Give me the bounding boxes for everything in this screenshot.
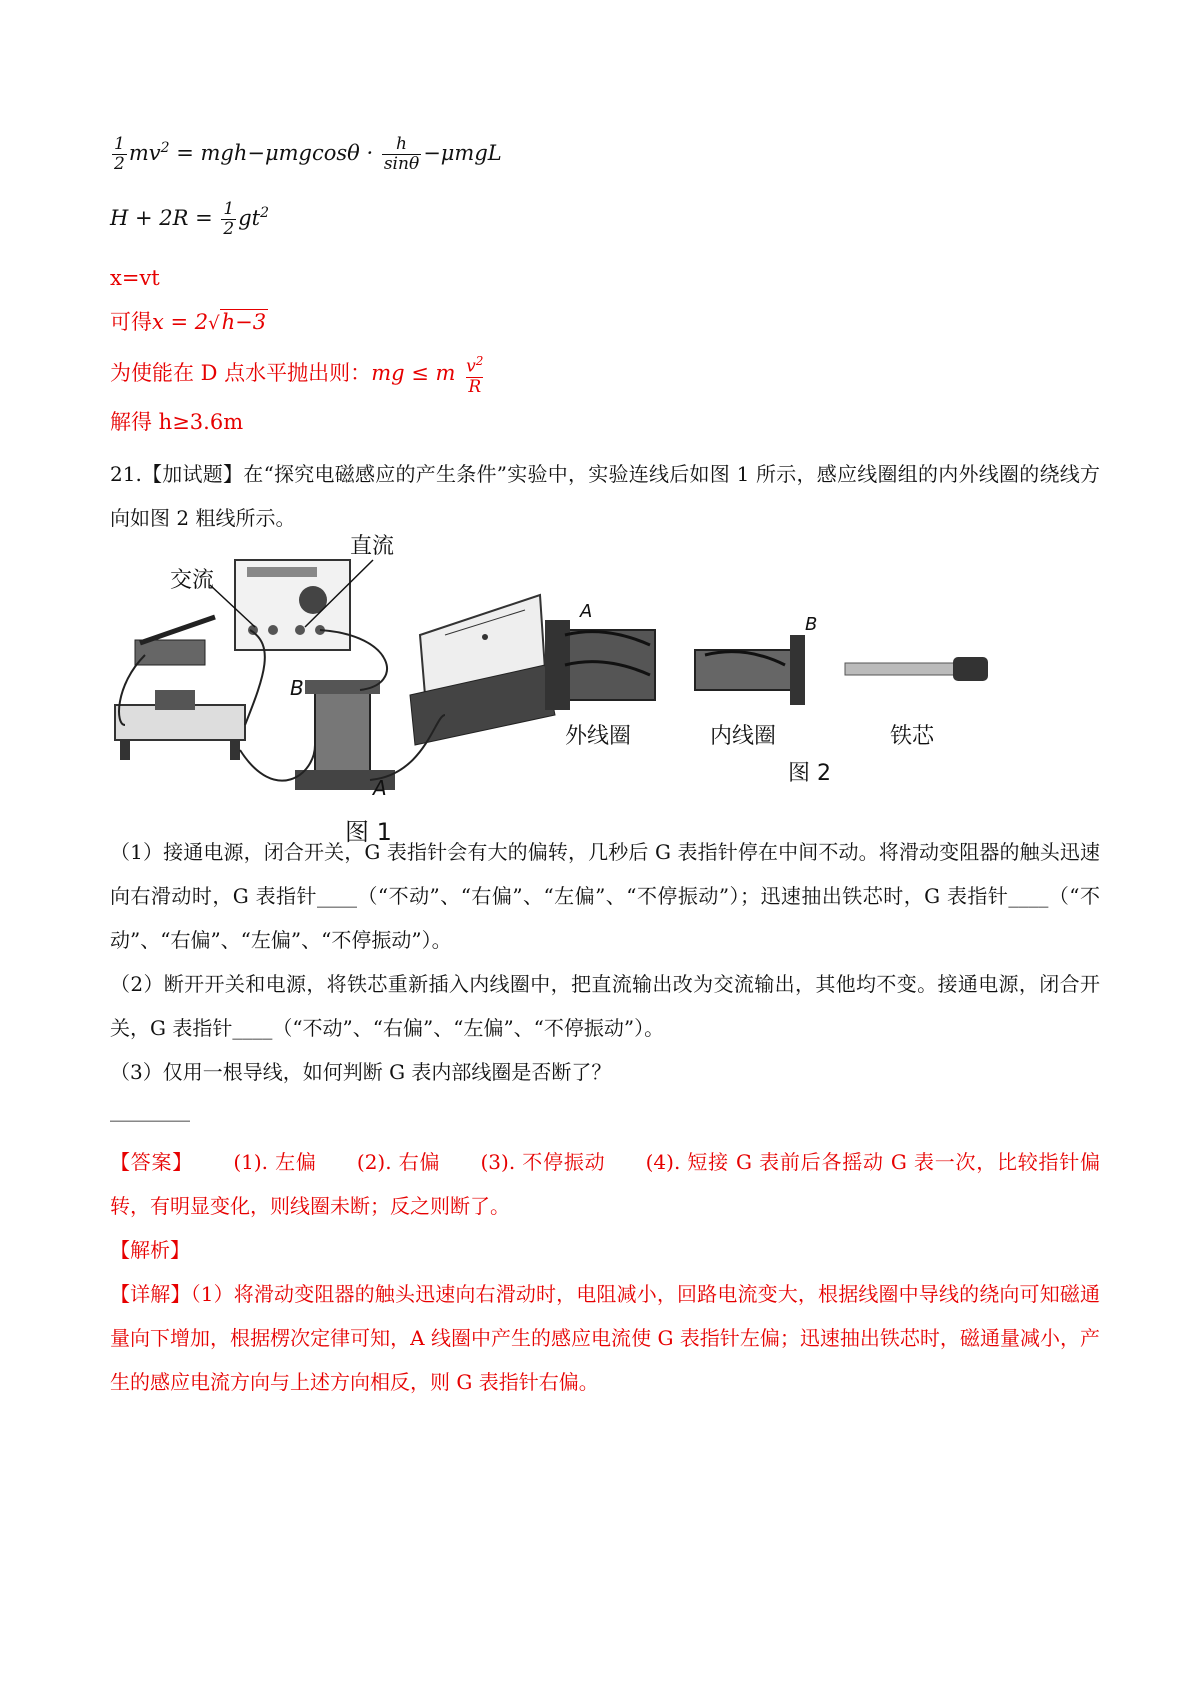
frac-denominator: sinθ	[383, 154, 420, 174]
inner-coil-label: 内线圈	[710, 724, 777, 749]
coil-set	[295, 680, 395, 790]
inner-coil-drawing	[695, 635, 805, 705]
eq-superscript: 2	[260, 205, 270, 221]
fig1-caption: 图 1	[345, 818, 392, 846]
eq-superscript: 2	[160, 140, 170, 156]
label-a-fig2: A	[580, 601, 593, 622]
question-stem: 21.【加试题】在“探究电磁感应的产生条件”实验中，实验连线后如图 1 所示，感应线圈组的内外线圈的绕线方向如图 2 粗线所示。	[110, 462, 1100, 530]
eq-prefix: 为使能在 D 点水平抛出则：	[110, 360, 372, 385]
power-supply	[235, 560, 350, 650]
question-part-2: （2）断开开关和电源，将铁芯重新插入内线圈中，把直流输出改为交流输出，其他均不变。接通电源，闭合开关，G 表指针____（“不动”、“右偏”、“左偏”、“不停振动”）。	[110, 972, 1100, 1040]
question-part-1: （1）接通电源，闭合开关，G 表指针会有大的偏转，几秒后 G 表指针停在中间不动。将滑动变阻器的触头迅速向右滑动时，G 表指针____（“不动”、“右偏”、“左偏”、“不停振动”）；迅速抽出铁芯时，G 表指针____（“不动”、“右偏”、“左偏”、“不停振动”）。	[110, 840, 1100, 952]
equation-energy	[110, 135, 502, 174]
answer-1: (1). 左偏	[233, 1150, 317, 1174]
frac-numerator: v	[466, 356, 476, 377]
detail-explanation: 【详解】（1）将滑动变阻器的触头迅速向右滑动时，电阻减小，回路电流变大，根据线圈中导线的绕向可知磁通量向下增加，根据楞次定律可知，A 线圈中产生的感应电流使 G 表指针左偏；迅速抽出铁芯时，磁通量减小，产生的感应电流方向与上述方向相反，则 G 表指针右偏。	[110, 1282, 1100, 1394]
eq-prefix: 可得	[110, 310, 152, 334]
analysis-tag: 【解析】	[110, 1238, 190, 1262]
galvanometer	[410, 595, 555, 745]
answer-4: (4). 短接 G 表前后各摇动 G 表一次，比较指针偏转，有明显变化，则线圈未断；反之则断了。	[110, 1150, 1101, 1218]
answer-3: (3). 不停振动	[480, 1150, 606, 1174]
question-part-3: （3）仅用一根导线，如何判断 G 表内部线圈是否断了？	[110, 1060, 612, 1084]
equation-fall	[110, 200, 269, 239]
sqrt-sign: √	[208, 313, 220, 334]
label-b-fig2: B	[805, 614, 818, 635]
eq-term: mv	[128, 141, 161, 165]
label-a-fig1: A	[373, 776, 387, 800]
equation-solution-h: 解得 h≥3.6m	[110, 410, 244, 434]
eq-term: −μmgL	[423, 141, 502, 165]
switch	[135, 617, 215, 665]
label-dc: 直流	[350, 534, 395, 559]
eq-term: H + 2R =	[110, 206, 213, 230]
frac-denominator: 2	[223, 219, 235, 239]
equation-condition	[110, 352, 487, 397]
frac-numerator: 1	[114, 134, 125, 154]
frac-numerator: 1	[223, 199, 235, 219]
equation-result-x	[110, 307, 268, 339]
answer-tag: 【答案】	[110, 1150, 194, 1174]
iron-core-drawing	[845, 657, 988, 681]
outer-coil-drawing	[545, 620, 655, 710]
frac-numerator: h	[396, 134, 407, 154]
label-b-fig1: B	[290, 676, 304, 700]
sqrt-radicand: h−3	[221, 310, 267, 334]
rheostat	[115, 690, 245, 760]
answer-block	[110, 1140, 1100, 1228]
equation-distance: x=vt	[110, 266, 160, 290]
eq-term: x = 2	[152, 310, 209, 334]
fig2-caption: 图 2	[788, 761, 831, 786]
frac-denominator: 2	[114, 154, 125, 174]
eq-term: = mgh−μmgcosθ ·	[169, 141, 374, 165]
frac-denominator: R	[468, 376, 482, 397]
answer-2: (2). 右偏	[356, 1150, 441, 1174]
iron-core-label: 铁芯	[890, 724, 935, 749]
eq-term: gt	[238, 206, 261, 230]
label-ac: 交流	[170, 568, 215, 593]
eq-term: mg ≤ m	[371, 360, 456, 385]
answer-blank: ________	[110, 1098, 190, 1122]
outer-coil-label: 外线圈	[565, 724, 632, 749]
eq-superscript: 2	[475, 354, 484, 368]
